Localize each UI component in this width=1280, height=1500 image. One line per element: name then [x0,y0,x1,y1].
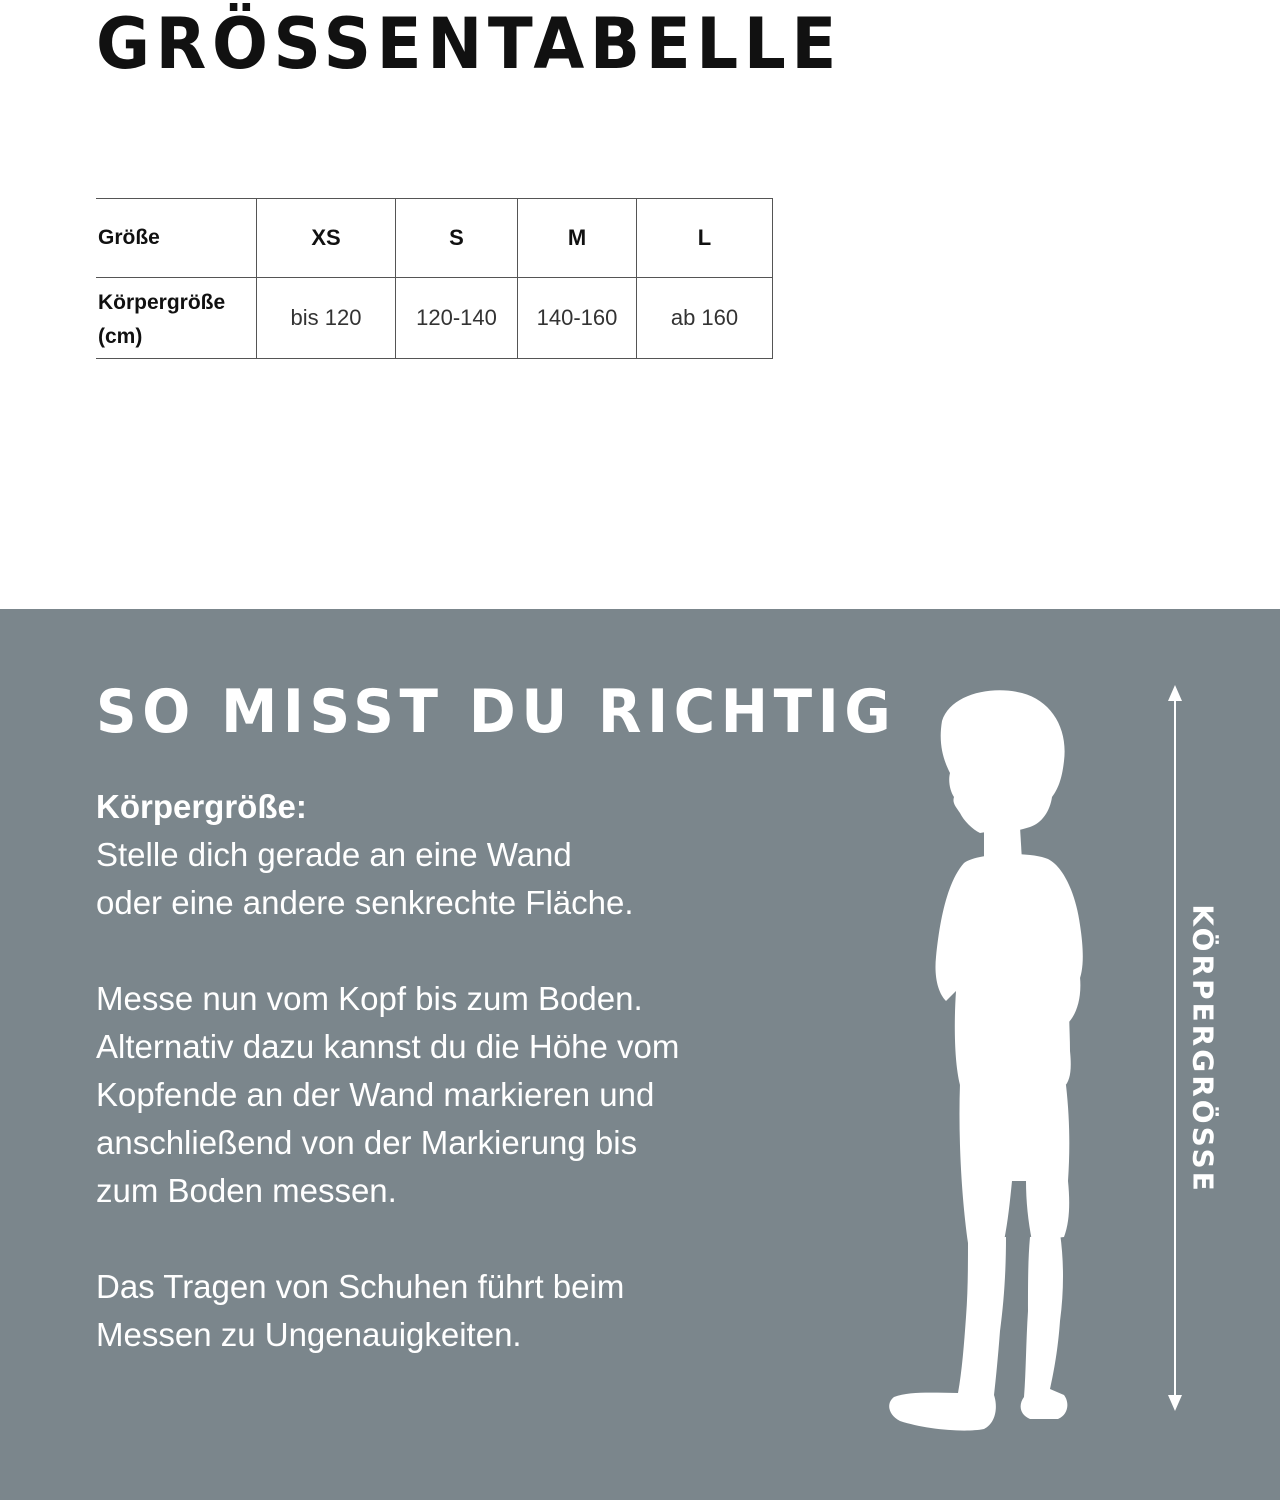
table-row-sizes [96,199,773,278]
table-row-heights [96,278,773,359]
row-label-size: Größe [96,199,257,278]
size-table [96,198,773,359]
instruction-line: zum Boden messen. [96,1172,397,1209]
instruction-line: Das Tragen von Schuhen führt beim [96,1268,625,1305]
page-title: GRÖSSENTABELLE [96,3,843,85]
size-cell-l: L [637,199,773,278]
row-label-body-line1: Körpergröße [98,291,226,314]
instruction-paragraph-1 [96,831,796,927]
figure-height-label: KÖRPERGRÖSSE [1186,904,1220,1194]
instruction-paragraph-2 [96,975,796,1215]
measure-title: SO MISST DU RICHTIG [96,677,897,747]
child-silhouette-icon [880,681,1090,1433]
instruction-line: Messe nun vom Kopf bis zum Boden. [96,980,643,1017]
height-cell-s: 120-140 [396,278,518,359]
instruction-line: anschließend von der Markierung bis [96,1124,638,1161]
size-cell-s: S [396,199,518,278]
measure-panel [0,609,1280,1500]
instruction-line: Kopfende an der Wand markieren und [96,1076,655,1113]
instruction-paragraph-3 [96,1263,796,1359]
instruction-line: Alternativ dazu kannst du die Höhe vom [96,1028,680,1065]
size-cell-xs: XS [257,199,396,278]
height-cell-m: 140-160 [518,278,637,359]
measure-instructions [96,783,796,1407]
measure-label: Körpergröße: [96,788,307,825]
height-cell-xs: bis 120 [257,278,396,359]
double-arrow-vertical-icon [1160,685,1190,1411]
row-label-body-line2: (cm) [98,325,143,348]
height-cell-l: ab 160 [637,278,773,359]
instruction-line: Messen zu Ungenauigkeiten. [96,1316,522,1353]
size-cell-m: M [518,199,637,278]
row-label-body-height [96,278,257,359]
instruction-line: Stelle dich gerade an eine Wand [96,836,572,873]
instruction-line: oder eine andere senkrechte Fläche. [96,884,634,921]
